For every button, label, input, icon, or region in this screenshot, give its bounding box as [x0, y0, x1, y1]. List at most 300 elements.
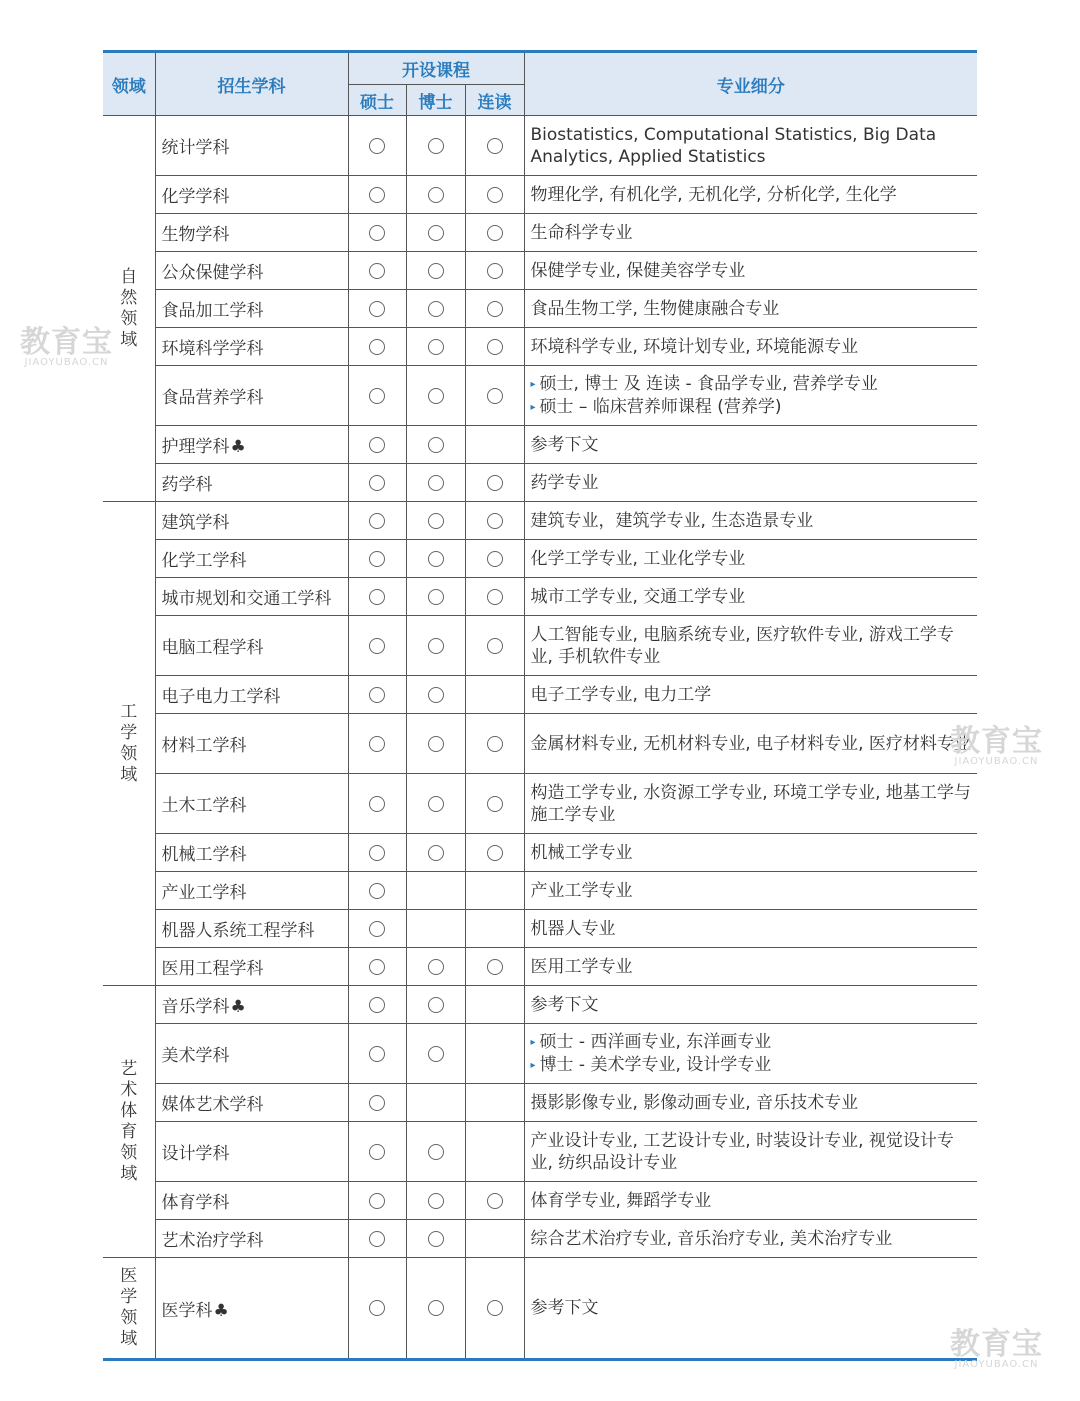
- domain-label: 艺术体育领域: [120, 1058, 138, 1184]
- circle-icon: [369, 1144, 385, 1160]
- detail-cell: [524, 948, 977, 986]
- combined-cell: [465, 578, 524, 616]
- circle-icon: [428, 736, 444, 752]
- circle-icon: [428, 796, 444, 812]
- circle-icon: [428, 339, 444, 355]
- circle-icon: [487, 959, 503, 975]
- detail-text: 硕士 – 临床营养师课程 (营养学): [539, 396, 782, 417]
- master-cell: [348, 464, 406, 502]
- master-cell: [348, 176, 406, 214]
- table-row: [103, 502, 977, 540]
- combined-cell: [465, 774, 524, 834]
- detail-text: 硕士 - 西洋画专业, 东洋画专业: [539, 1031, 772, 1052]
- watermark-url: JIAOYUBAO.CN: [24, 357, 109, 368]
- master-cell: [348, 676, 406, 714]
- master-cell: [348, 1182, 406, 1220]
- circle-icon: [487, 187, 503, 203]
- master-cell: [348, 366, 406, 426]
- detail-line: [531, 298, 972, 320]
- combined-cell: [465, 116, 524, 176]
- doctor-cell: [406, 774, 465, 834]
- circle-icon: [369, 845, 385, 861]
- master-cell: [348, 426, 406, 464]
- detail-cell: [524, 676, 977, 714]
- header-domain: 领域: [103, 52, 155, 116]
- subject-label: 化学工学科: [161, 551, 247, 571]
- circle-icon: [369, 959, 385, 975]
- subject-cell: [155, 366, 348, 426]
- detail-line: [531, 586, 972, 608]
- doctor-cell: [406, 948, 465, 986]
- doctor-cell: [406, 714, 465, 774]
- subject-cell: [155, 1182, 348, 1220]
- master-cell: [348, 1084, 406, 1122]
- table-row: [103, 578, 977, 616]
- subject-label: 机器人系统工程学科: [161, 921, 315, 941]
- detail-cell: [524, 774, 977, 834]
- subject-cell: [155, 176, 348, 214]
- detail-text: 食品生物工学, 生物健康融合专业: [530, 298, 780, 319]
- master-cell: [348, 986, 406, 1024]
- detail-cell: [524, 328, 977, 366]
- subject-cell: [155, 328, 348, 366]
- master-cell: [348, 616, 406, 676]
- detail-text: 城市工学专业, 交通工学专业: [530, 586, 746, 607]
- detail-line: [531, 434, 972, 456]
- subject-label: 媒体艺术学科: [161, 1095, 264, 1115]
- detail-line: [531, 918, 972, 940]
- detail-text: 博士 - 美术学专业, 设计学专业: [539, 1054, 772, 1075]
- detail-line: [531, 336, 972, 358]
- circle-icon: [369, 1095, 385, 1111]
- subject-label: 体育学科: [161, 1193, 230, 1213]
- circle-icon: [487, 301, 503, 317]
- circle-icon: [487, 736, 503, 752]
- detail-text: 保健学专业, 保健美容学专业: [530, 260, 746, 281]
- subject-label: 护理学科: [161, 437, 230, 457]
- doctor-cell: [406, 578, 465, 616]
- club-icon: ♣: [230, 437, 246, 457]
- subject-cell: [155, 616, 348, 676]
- table-row: [103, 540, 977, 578]
- subject-label: 生物学科: [161, 225, 230, 245]
- detail-text: 硕士, 博士 及 连读 - 食品学专业, 营养学专业: [539, 373, 878, 394]
- bullet-icon: ▸: [530, 1036, 536, 1048]
- watermark-logo: 教育宝: [950, 1327, 1043, 1362]
- detail-line: [531, 1297, 972, 1319]
- detail-line: [531, 956, 972, 978]
- table-row: [103, 1122, 977, 1182]
- header-master: 硕士: [348, 85, 406, 116]
- subject-cell: [155, 116, 348, 176]
- detail-line: [531, 1130, 972, 1174]
- detail-cell: [524, 290, 977, 328]
- detail-text: 体育学专业, 舞蹈学专业: [530, 1190, 712, 1211]
- table-row: [103, 774, 977, 834]
- subject-cell: [155, 834, 348, 872]
- watermark-url: JIAOYUBAO.CN: [954, 756, 1039, 767]
- subject-cell: [155, 714, 348, 774]
- circle-icon: [369, 187, 385, 203]
- program-table: [103, 50, 977, 1361]
- circle-icon: [369, 551, 385, 567]
- detail-line: [531, 184, 972, 206]
- doctor-cell: [406, 616, 465, 676]
- detail-text: 参考下文: [530, 994, 599, 1015]
- table-row: [103, 426, 977, 464]
- watermark-left: [20, 325, 113, 368]
- subject-label: 设计学科: [161, 1144, 230, 1164]
- circle-icon: [487, 845, 503, 861]
- doctor-cell: [406, 910, 465, 948]
- subject-label: 建筑学科: [161, 513, 230, 533]
- table-row: [103, 366, 977, 426]
- combined-cell: [465, 176, 524, 214]
- table-row: [103, 1182, 977, 1220]
- doctor-cell: [406, 986, 465, 1024]
- circle-icon: [369, 263, 385, 279]
- master-cell: [348, 1258, 406, 1360]
- combined-cell: [465, 464, 524, 502]
- master-cell: [348, 252, 406, 290]
- combined-cell: [465, 1258, 524, 1360]
- domain-label: 医学领域: [120, 1266, 138, 1349]
- detail-line: [531, 396, 972, 419]
- subject-cell: [155, 1258, 348, 1360]
- combined-cell: [465, 676, 524, 714]
- master-cell: [348, 578, 406, 616]
- detail-line: [531, 1092, 972, 1114]
- table-row: [103, 252, 977, 290]
- detail-cell: [524, 910, 977, 948]
- circle-icon: [369, 687, 385, 703]
- circle-icon: [369, 513, 385, 529]
- detail-line: [531, 684, 972, 706]
- master-cell: [348, 948, 406, 986]
- subject-cell: [155, 578, 348, 616]
- circle-icon: [428, 138, 444, 154]
- detail-cell: [524, 834, 977, 872]
- combined-cell: [465, 910, 524, 948]
- subject-cell: [155, 540, 348, 578]
- detail-line: [531, 782, 972, 826]
- subject-label: 食品加工学科: [161, 301, 264, 321]
- combined-cell: [465, 834, 524, 872]
- table-row: [103, 290, 977, 328]
- header-courses: 开设课程: [348, 52, 524, 85]
- detail-line: [531, 994, 972, 1016]
- subject-label: 电子电力工学科: [161, 687, 281, 707]
- doctor-cell: [406, 1084, 465, 1122]
- doctor-cell: [406, 502, 465, 540]
- detail-text: 建筑专业，建筑学专业, 生态造景专业: [530, 510, 814, 531]
- table-row: [103, 616, 977, 676]
- subject-cell: [155, 986, 348, 1024]
- table-row: [103, 1024, 977, 1084]
- circle-icon: [369, 475, 385, 491]
- circle-icon: [428, 263, 444, 279]
- master-cell: [348, 714, 406, 774]
- table-body: [103, 116, 977, 1360]
- doctor-cell: [406, 872, 465, 910]
- circle-icon: [369, 1300, 385, 1316]
- circle-icon: [369, 796, 385, 812]
- subject-label: 材料工学科: [161, 736, 247, 756]
- subject-label: 公众保健学科: [161, 263, 264, 283]
- combined-cell: [465, 366, 524, 426]
- header-subject: 招生学科: [155, 52, 348, 116]
- detail-line: [531, 1054, 972, 1077]
- combined-cell: [465, 290, 524, 328]
- detail-text: 综合艺术治疗专业, 音乐治疗专业, 美术治疗专业: [530, 1228, 893, 1249]
- detail-text: 金属材料专业, 无机材料专业, 电子材料专业, 医疗材料专业: [530, 733, 971, 754]
- subject-cell: [155, 1220, 348, 1258]
- subject-cell: [155, 502, 348, 540]
- master-cell: [348, 1024, 406, 1084]
- master-cell: [348, 540, 406, 578]
- circle-icon: [428, 187, 444, 203]
- detail-text: 电子工学专业, 电力工学: [530, 684, 712, 705]
- doctor-cell: [406, 176, 465, 214]
- detail-cell: [524, 1084, 977, 1122]
- master-cell: [348, 872, 406, 910]
- combined-cell: [465, 1182, 524, 1220]
- circle-icon: [369, 339, 385, 355]
- detail-cell: [524, 714, 977, 774]
- club-icon: ♣: [230, 997, 246, 1017]
- detail-line: [531, 510, 972, 532]
- header-detail: 专业细分: [524, 52, 977, 116]
- circle-icon: [428, 845, 444, 861]
- master-cell: [348, 834, 406, 872]
- circle-icon: [428, 551, 444, 567]
- detail-cell: [524, 986, 977, 1024]
- circle-icon: [428, 589, 444, 605]
- detail-text: 化学工学专业, 工业化学专业: [530, 548, 746, 569]
- table-row: [103, 1084, 977, 1122]
- doctor-cell: [406, 214, 465, 252]
- circle-icon: [369, 388, 385, 404]
- bullet-icon: ▸: [530, 401, 536, 413]
- subject-cell: [155, 426, 348, 464]
- table-row: [103, 834, 977, 872]
- detail-line: [531, 880, 972, 902]
- detail-line: [531, 624, 972, 668]
- circle-icon: [369, 1046, 385, 1062]
- circle-icon: [428, 638, 444, 654]
- table-row: [103, 464, 977, 502]
- detail-line: [531, 1228, 972, 1250]
- detail-line: [531, 733, 972, 755]
- circle-icon: [428, 301, 444, 317]
- detail-text: 机器人专业: [530, 918, 616, 939]
- subject-cell: [155, 676, 348, 714]
- detail-text: 摄影影像专业, 影像动画专业, 音乐技术专业: [530, 1092, 859, 1113]
- circle-icon: [428, 1193, 444, 1209]
- subject-label: 医用工程学科: [161, 959, 264, 979]
- subject-label: 机械工学科: [161, 845, 247, 865]
- header-combined: 连读: [465, 85, 524, 116]
- subject-cell: [155, 948, 348, 986]
- table-row: [103, 116, 977, 176]
- circle-icon: [428, 1231, 444, 1247]
- detail-text: 环境科学专业, 环境计划专业, 环境能源专业: [530, 336, 859, 357]
- doctor-cell: [406, 328, 465, 366]
- circle-icon: [428, 388, 444, 404]
- watermark-url: JIAOYUBAO.CN: [954, 1359, 1039, 1370]
- doctor-cell: [406, 290, 465, 328]
- combined-cell: [465, 252, 524, 290]
- master-cell: [348, 214, 406, 252]
- detail-cell: [524, 1220, 977, 1258]
- subject-cell: [155, 1122, 348, 1182]
- circle-icon: [369, 736, 385, 752]
- doctor-cell: [406, 1258, 465, 1360]
- circle-icon: [369, 883, 385, 899]
- detail-text: 医用工学专业: [530, 956, 633, 977]
- combined-cell: [465, 1220, 524, 1258]
- circle-icon: [428, 687, 444, 703]
- circle-icon: [487, 475, 503, 491]
- detail-cell: [524, 616, 977, 676]
- subject-label: 医学科: [161, 1300, 213, 1321]
- circle-icon: [369, 301, 385, 317]
- circle-icon: [428, 997, 444, 1013]
- circle-icon: [487, 796, 503, 812]
- detail-line: [531, 548, 972, 570]
- subject-label: 音乐学科: [161, 997, 230, 1017]
- subject-label: 环境科学学科: [161, 339, 264, 359]
- detail-cell: [524, 502, 977, 540]
- doctor-cell: [406, 116, 465, 176]
- table-row: [103, 1220, 977, 1258]
- domain-cell: [103, 502, 155, 986]
- master-cell: [348, 290, 406, 328]
- circle-icon: [487, 225, 503, 241]
- detail-line: [531, 472, 972, 494]
- table-row: [103, 948, 977, 986]
- detail-text: Biostatistics, Computational Statistics, Big Data Analytics, Applied Statistics: [530, 124, 937, 167]
- circle-icon: [428, 1300, 444, 1316]
- detail-text: 生命科学专业: [530, 222, 633, 243]
- subject-cell: [155, 290, 348, 328]
- master-cell: [348, 502, 406, 540]
- bullet-icon: ▸: [530, 378, 536, 390]
- doctor-cell: [406, 834, 465, 872]
- circle-icon: [487, 551, 503, 567]
- table-row: [103, 1258, 977, 1360]
- doctor-cell: [406, 540, 465, 578]
- subject-label: 土木工学科: [161, 796, 247, 816]
- watermark-logo: 教育宝: [20, 325, 113, 360]
- circle-icon: [369, 225, 385, 241]
- subject-cell: [155, 464, 348, 502]
- master-cell: [348, 116, 406, 176]
- doctor-cell: [406, 1182, 465, 1220]
- circle-icon: [369, 437, 385, 453]
- detail-text: 产业工学专业: [530, 880, 633, 901]
- detail-cell: [524, 252, 977, 290]
- doctor-cell: [406, 366, 465, 426]
- master-cell: [348, 1122, 406, 1182]
- combined-cell: [465, 1084, 524, 1122]
- detail-cell: [524, 214, 977, 252]
- combined-cell: [465, 1122, 524, 1182]
- table-row: [103, 328, 977, 366]
- combined-cell: [465, 426, 524, 464]
- detail-cell: [524, 1122, 977, 1182]
- domain-label: 自然领域: [120, 266, 138, 350]
- circle-icon: [428, 1144, 444, 1160]
- detail-text: 物理化学, 有机化学, 无机化学, 分析化学, 生化学: [530, 184, 897, 205]
- detail-cell: [524, 116, 977, 176]
- detail-text: 人工智能专业, 电脑系统专业, 医疗软件专业, 游戏工学专业, 手机软件专业: [530, 624, 954, 667]
- subject-cell: [155, 1024, 348, 1084]
- circle-icon: [428, 1046, 444, 1062]
- subject-cell: [155, 214, 348, 252]
- table-row: [103, 872, 977, 910]
- subject-label: 食品营养学科: [161, 388, 264, 408]
- circle-icon: [369, 1231, 385, 1247]
- detail-cell: [524, 1258, 977, 1360]
- combined-cell: [465, 986, 524, 1024]
- subject-label: 电脑工程学科: [161, 638, 264, 658]
- detail-cell: [524, 464, 977, 502]
- circle-icon: [428, 959, 444, 975]
- circle-icon: [487, 339, 503, 355]
- doctor-cell: [406, 1220, 465, 1258]
- table-row: [103, 676, 977, 714]
- subject-cell: [155, 910, 348, 948]
- doctor-cell: [406, 676, 465, 714]
- detail-cell: [524, 1182, 977, 1220]
- table-row: [103, 910, 977, 948]
- circle-icon: [369, 589, 385, 605]
- circle-icon: [487, 388, 503, 404]
- domain-label: 工学领域: [120, 701, 138, 785]
- combined-cell: [465, 1024, 524, 1084]
- doctor-cell: [406, 426, 465, 464]
- circle-icon: [369, 638, 385, 654]
- table-header: [103, 52, 977, 116]
- detail-line: [531, 1190, 972, 1212]
- domain-cell: [103, 986, 155, 1258]
- bullet-icon: ▸: [530, 1059, 536, 1071]
- master-cell: [348, 1220, 406, 1258]
- detail-line: [531, 1031, 972, 1054]
- combined-cell: [465, 540, 524, 578]
- detail-cell: [524, 578, 977, 616]
- doctor-cell: [406, 1122, 465, 1182]
- detail-cell: [524, 366, 977, 426]
- detail-text: 机械工学专业: [530, 842, 633, 863]
- detail-text: 药学专业: [530, 472, 599, 493]
- subject-cell: [155, 1084, 348, 1122]
- master-cell: [348, 910, 406, 948]
- combined-cell: [465, 948, 524, 986]
- table-row: [103, 986, 977, 1024]
- doctor-cell: [406, 1024, 465, 1084]
- detail-line: [531, 373, 972, 396]
- header-doctor: 博士: [406, 85, 465, 116]
- circle-icon: [369, 997, 385, 1013]
- circle-icon: [487, 1300, 503, 1316]
- detail-text: 参考下文: [530, 1298, 599, 1318]
- detail-cell: [524, 426, 977, 464]
- combined-cell: [465, 872, 524, 910]
- subject-label: 艺术治疗学科: [161, 1231, 264, 1251]
- subject-cell: [155, 252, 348, 290]
